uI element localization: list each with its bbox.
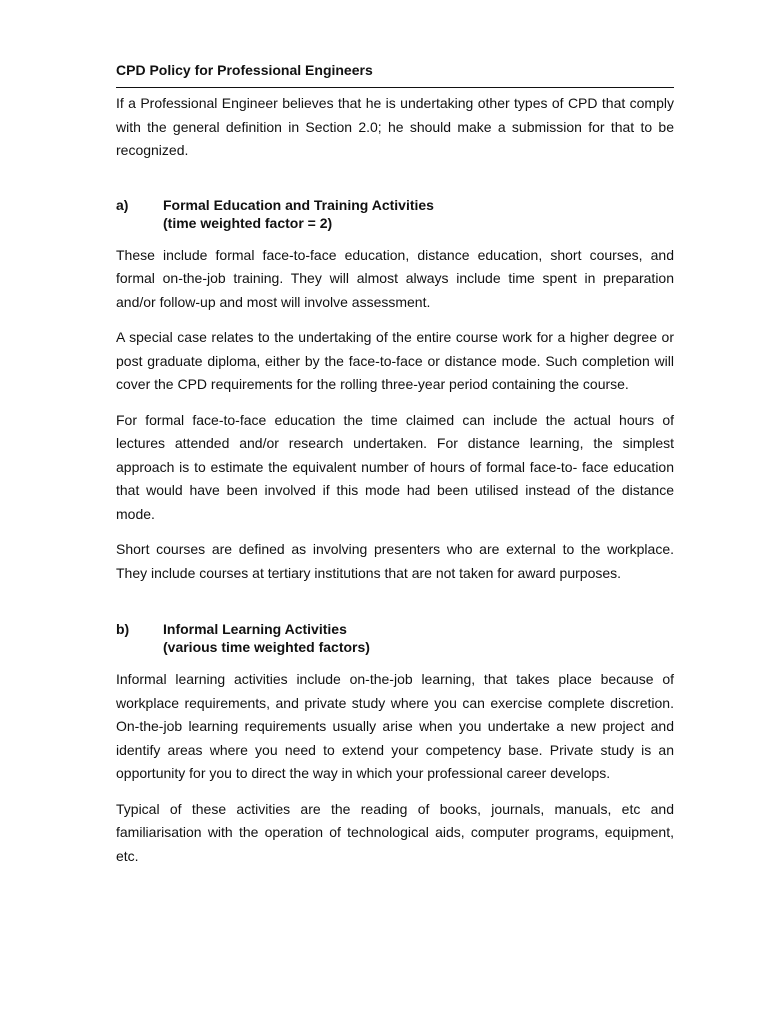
section-b-paragraph-1: Informal learning activities include on-the-job learning, that takes place because of workplace requirements, and private study where you can exercise complete discretion. On-the-job learning requirements usually arise when you undertake a new project and identify areas where you need to extend your competency base. Private study is an opportunity for you to direct the way in which your professional career develops. [116, 671, 674, 781]
section-a-letter: a) [116, 196, 129, 213]
document-page [116, 60, 674, 868]
document-title: CPD Policy for Professional Engineers [116, 60, 674, 88]
section-a-title: Formal Education and Training Activities [163, 196, 434, 213]
section-a-paragraph-2: A special case relates to the undertaking of the entire course work for a higher degree or post graduate diploma, either by the face-to-face or distance mode. Such completion will cover the CPD requirements for the rolling three-year period containing the course. [116, 329, 674, 392]
section-a-paragraph-3: For formal face-to-face education the time claimed can include the actual hours of lectures attended and/or research undertaken. For distance learning, the simplest approach is to estimate the equivalent number of hours of formal face-to- face education that would have been involved if this mode had been utilised instead of the distance mode. [116, 411, 674, 522]
intro-paragraph: If a Professional Engineer believes that he is undertaking other types of CPD that comply with the general definition in Section 2.0; he should make a submission for that to be recognized. [116, 95, 674, 158]
section-b-letter: b) [116, 621, 130, 637]
section-b-subtitle: (various time weighted factors) [163, 639, 370, 655]
section-b-heading [116, 620, 674, 656]
section-b-paragraph-2: Typical of these activities are the reading of books, journals, manuals, etc and familiarisation with the operation of technological aids, computer programs, equipment, etc. [116, 800, 674, 864]
section-a-subtitle: (time weighted factor = 2) [163, 214, 333, 231]
section-a-heading [116, 196, 674, 232]
section-a-paragraph-1: These include formal face-to-face education, distance education, short courses, and formal on-the-job training. They will almost always include time spent in preparation and/or follow-up and most will involve assessment. [116, 246, 674, 310]
section-a-paragraph-4: Short courses are defined as involving presenters who are external to the workplace. They include courses at tertiary institutions that are not taken for award purposes. [116, 541, 674, 581]
section-b-title: Informal Learning Activities [163, 621, 347, 637]
